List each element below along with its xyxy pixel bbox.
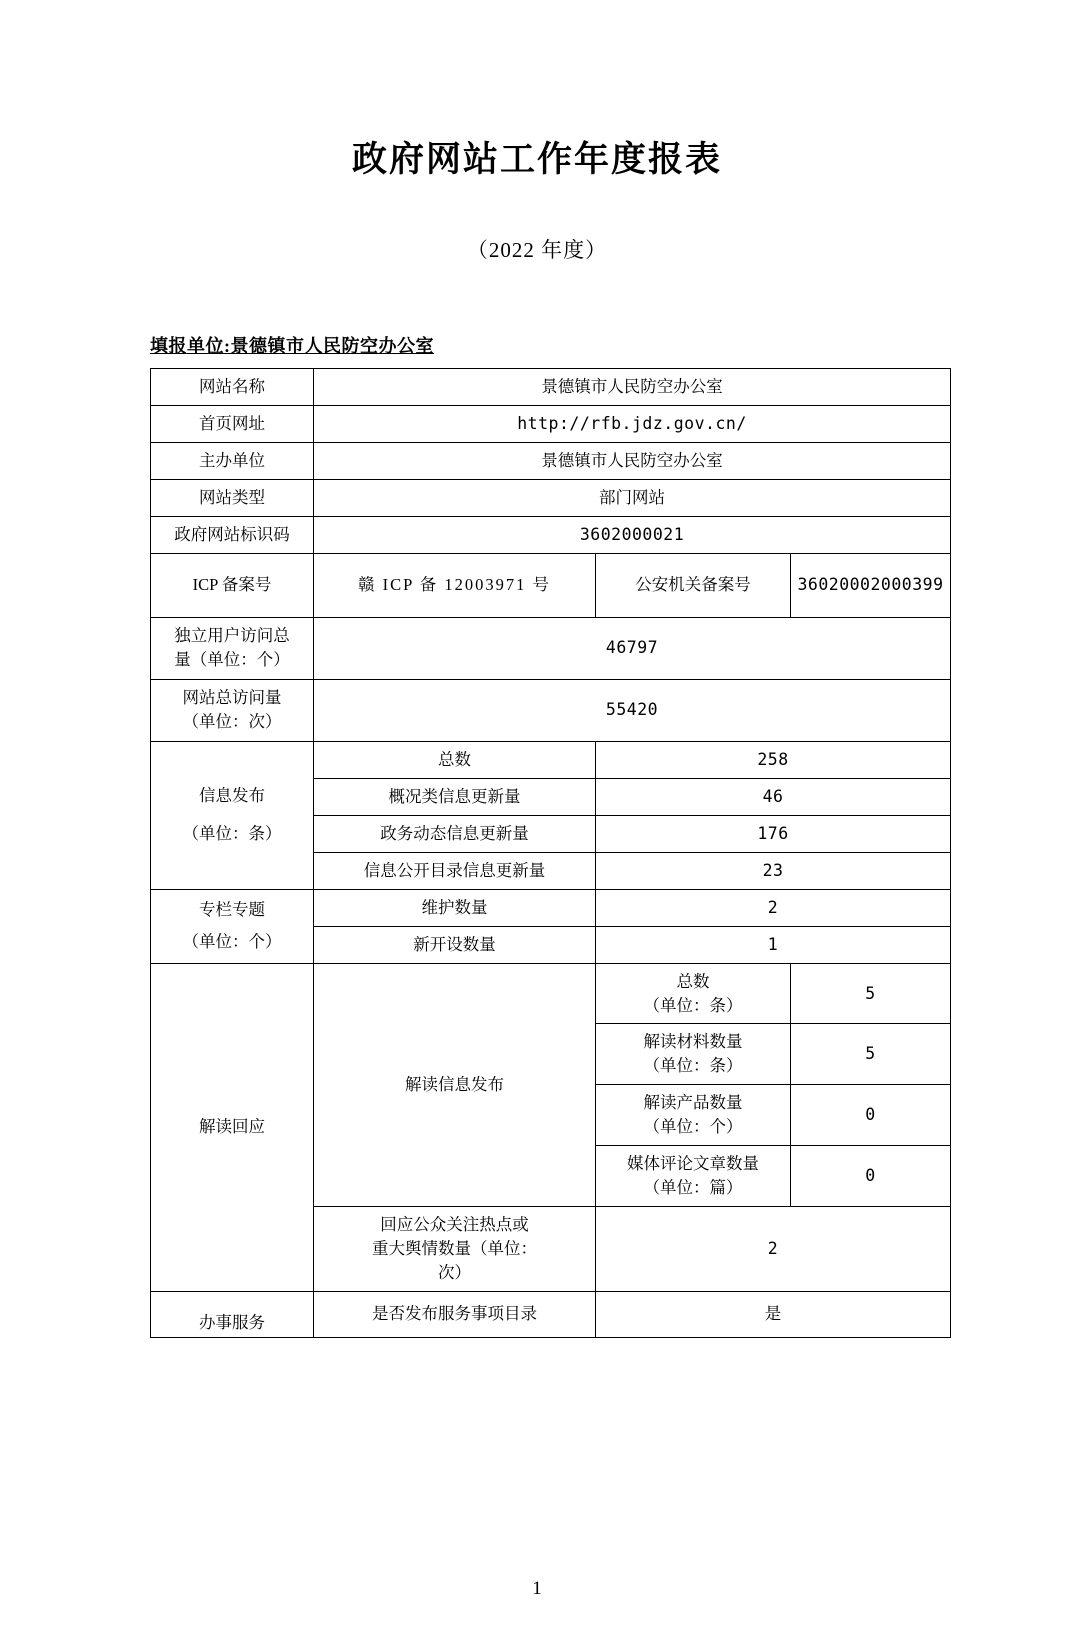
table-row	[151, 516, 951, 553]
site-type-value: 部门网站	[314, 479, 951, 516]
service-label: 办事服务	[151, 1291, 314, 1337]
public-hotspot-response-label: 回应公众关注热点或 重大舆情数量（单位： 次）	[314, 1206, 596, 1291]
site-type-label: 网站类型	[151, 479, 314, 516]
public-hotspot-response-value: 2	[596, 1206, 951, 1291]
page-title: 政府网站工作年度报表	[351, 140, 722, 180]
page-number: 1	[532, 1578, 542, 1599]
total-visits-value: 55420	[314, 679, 951, 741]
info-release-item-value: 258	[596, 741, 951, 778]
icp-value: 赣 ICP 备 12003971 号	[314, 553, 596, 617]
interpretation-release-label: 解读信息发布	[314, 963, 596, 1206]
table-row	[151, 479, 951, 516]
table-row	[151, 442, 951, 479]
interpretation-item-name: 总数 （单位：条）	[596, 963, 791, 1024]
table-row	[151, 1291, 951, 1337]
icp-label: ICP 备案号	[151, 553, 314, 617]
site-name-value: 景德镇市人民防空办公室	[314, 369, 951, 406]
table-row	[151, 963, 951, 1024]
document-page	[0, 132, 1074, 1652]
reporting-unit: 填报单位:景德镇市人民防空办公室	[150, 336, 434, 356]
table-row	[151, 405, 951, 442]
service-catalog-label: 是否发布服务事项目录	[314, 1291, 596, 1337]
police-record-value: 36020002000399	[791, 553, 951, 617]
host-unit-value: 景德镇市人民防空办公室	[314, 442, 951, 479]
table-row	[151, 741, 951, 778]
annual-report-table	[150, 368, 951, 1338]
table-row	[151, 617, 951, 679]
info-release-item-value: 46	[596, 778, 951, 815]
site-code-label: 政府网站标识码	[151, 516, 314, 553]
interpretation-item-name: 媒体评论文章数量 （单位：篇）	[596, 1146, 791, 1207]
info-release-item-name: 信息公开目录信息更新量	[314, 852, 596, 889]
table-row	[151, 369, 951, 406]
site-name-label: 网站名称	[151, 369, 314, 406]
column-topic-item-name: 新开设数量	[314, 926, 596, 963]
info-release-item-value: 23	[596, 852, 951, 889]
police-record-label: 公安机关备案号	[596, 553, 791, 617]
interpretation-item-value: 0	[791, 1085, 951, 1146]
interpretation-item-value: 0	[791, 1146, 951, 1207]
interpretation-item-value: 5	[791, 1024, 951, 1085]
unique-visitors-value: 46797	[314, 617, 951, 679]
info-release-label: 信息发布 （单位：条）	[151, 741, 314, 889]
info-release-item-name: 总数	[314, 741, 596, 778]
table-row	[151, 889, 951, 926]
page-subtitle: （2022 年度）	[466, 238, 608, 262]
info-release-item-name: 政务动态信息更新量	[314, 815, 596, 852]
table-row	[151, 553, 951, 617]
column-topic-item-value: 2	[596, 889, 951, 926]
interpretation-item-name: 解读产品数量 （单位：个）	[596, 1085, 791, 1146]
column-topic-label: 专栏专题 （单位：个）	[151, 889, 314, 963]
interpretation-label: 解读回应	[151, 963, 314, 1291]
column-topic-item-name: 维护数量	[314, 889, 596, 926]
total-visits-label: 网站总访问量 （单位：次）	[151, 679, 314, 741]
table-row	[151, 679, 951, 741]
site-code-value: 3602000021	[314, 516, 951, 553]
unique-visitors-label: 独立用户访问总 量（单位：个）	[151, 617, 314, 679]
homepage-label: 首页网址	[151, 405, 314, 442]
interpretation-item-name: 解读材料数量 （单位：条）	[596, 1024, 791, 1085]
column-topic-item-value: 1	[596, 926, 951, 963]
interpretation-item-value: 5	[791, 963, 951, 1024]
info-release-item-value: 176	[596, 815, 951, 852]
host-unit-label: 主办单位	[151, 442, 314, 479]
service-catalog-value: 是	[596, 1291, 951, 1337]
info-release-item-name: 概况类信息更新量	[314, 778, 596, 815]
homepage-value: http://rfb.jdz.gov.cn/	[314, 405, 951, 442]
